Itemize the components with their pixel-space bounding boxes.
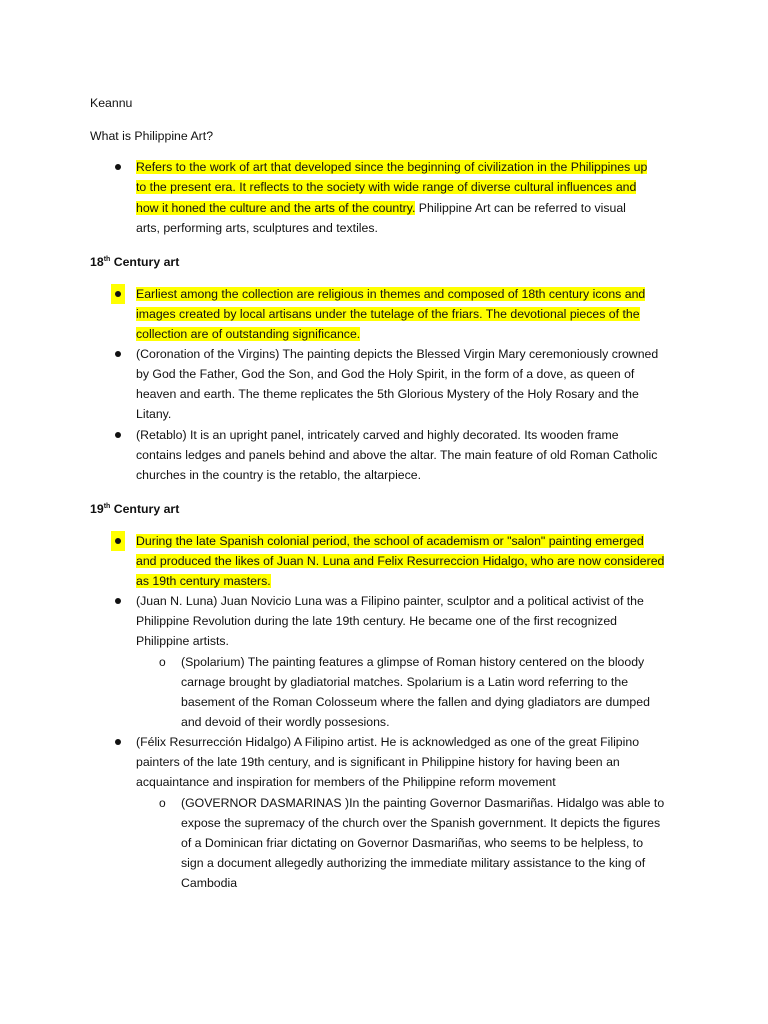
s19-hl-line-1: During the late Spanish colonial period, the school of academism or "salon" painting emerged bbox=[136, 534, 644, 548]
bullet-marker bbox=[115, 351, 121, 357]
governor-line-1: (GOVERNOR DASMARINAS )In the painting Governor Dasmariñas. Hidalgo was able to bbox=[181, 796, 665, 810]
intro-line-3: how it honed the culture and the arts of the country. Philippine Art can be referred to visual bbox=[136, 201, 626, 215]
sub-bullet-marker: o bbox=[159, 655, 166, 669]
question-heading: What is Philippine Art? bbox=[90, 129, 214, 143]
luna-line-2: Philippine Revolution during the late 19th century. He became one of the first recognized bbox=[136, 614, 618, 628]
spolarium-line-4: and devoid of their wordly possesions. bbox=[181, 715, 390, 729]
bullet-marker bbox=[115, 598, 121, 604]
coronation-line-2: by God the Father, God the Son, and God the Holy Spirit, in the form of a dove, as queen of bbox=[136, 367, 635, 381]
intro-line-2: to the present era. It reflects to the society with wide range of diverse cultural influences and bbox=[136, 180, 637, 194]
governor-line-5: Cambodia bbox=[181, 876, 238, 890]
bullet-marker bbox=[115, 739, 121, 745]
luna-line-3: Philippine artists. bbox=[136, 634, 229, 648]
bullet-marker bbox=[115, 291, 121, 297]
hidalgo-line-3: acquaintance and inspiration for members of the Philippine reform movement bbox=[136, 775, 556, 789]
coronation-line-1: (Coronation of the Virgins) The painting depicts the Blessed Virgin Mary ceremoniously crowned bbox=[136, 347, 659, 361]
retablo-line-3: churches in the country is the retablo, the altarpiece. bbox=[136, 468, 422, 482]
retablo-line-1: (Retablo) It is an upright panel, intricately carved and highly decorated. Its wooden frame bbox=[136, 428, 619, 442]
s18-hl-line-2: images created by local artisans under the tutelage of the friars. The devotional pieces of the bbox=[136, 307, 640, 321]
governor-line-4: sign a document allegedly authorizing the immediate military assistance to the king of bbox=[181, 856, 646, 870]
spolarium-line-1: (Spolarium) The painting features a glimpse of Roman history centered on the bloody bbox=[181, 655, 645, 669]
governor-line-2: expose the supremacy of the church over the Spanish government. It depicts the figures bbox=[181, 816, 661, 830]
spolarium-line-2: carnage brought by gladiatorial matches. Spolarium is a Latin word referring to the bbox=[181, 675, 629, 689]
sub-bullet-marker: o bbox=[159, 796, 166, 810]
bullet-marker bbox=[115, 538, 121, 544]
spolarium-line-3: basement of the Roman Colosseum where the fallen and dying gladiators are dumped bbox=[181, 695, 650, 709]
s18-hl-line-3: collection are of outstanding significance. bbox=[136, 327, 361, 341]
hidalgo-line-2: painters of the late 19th century, and is significant in Philippine history for having been an bbox=[136, 755, 620, 769]
coronation-line-4: Litany. bbox=[136, 407, 172, 421]
luna-line-1: (Juan N. Luna) Juan Novicio Luna was a Filipino painter, sculptor and a political activist of the bbox=[136, 594, 644, 608]
author-name: Keannu bbox=[90, 96, 133, 110]
section-heading-18th: 18th Century art bbox=[90, 255, 180, 269]
s19-hl-line-3: as 19th century masters. bbox=[136, 574, 271, 588]
hidalgo-line-1: (Félix Resurrección Hidalgo) A Filipino artist. He is acknowledged as one of the great Filipino bbox=[136, 735, 640, 749]
s18-hl-line-1: Earliest among the collection are religious in themes and composed of 18th century icons and bbox=[136, 287, 646, 301]
section-heading-19th: 19th Century art bbox=[90, 502, 180, 516]
retablo-line-2: contains ledges and panels behind and above the altar. The main feature of old Roman Catholic bbox=[136, 448, 658, 462]
coronation-line-3: heaven and earth. The theme replicates the 5th Glorious Mystery of the Holy Rosary and the bbox=[136, 387, 639, 401]
governor-line-3: of a Dominican friar dictating on Governor Dasmariñas, who seems to be helpless, to bbox=[181, 836, 644, 850]
intro-line-4: arts, performing arts, sculptures and textiles. bbox=[136, 221, 378, 235]
bullet-marker bbox=[115, 432, 121, 438]
bullet-marker bbox=[115, 164, 121, 170]
intro-line-1: Refers to the work of art that developed since the beginning of civilization in the Philippines up bbox=[136, 160, 648, 174]
s19-hl-line-2: and produced the likes of Juan N. Luna and Felix Resurreccion Hidalgo, who are now considered bbox=[136, 554, 665, 568]
